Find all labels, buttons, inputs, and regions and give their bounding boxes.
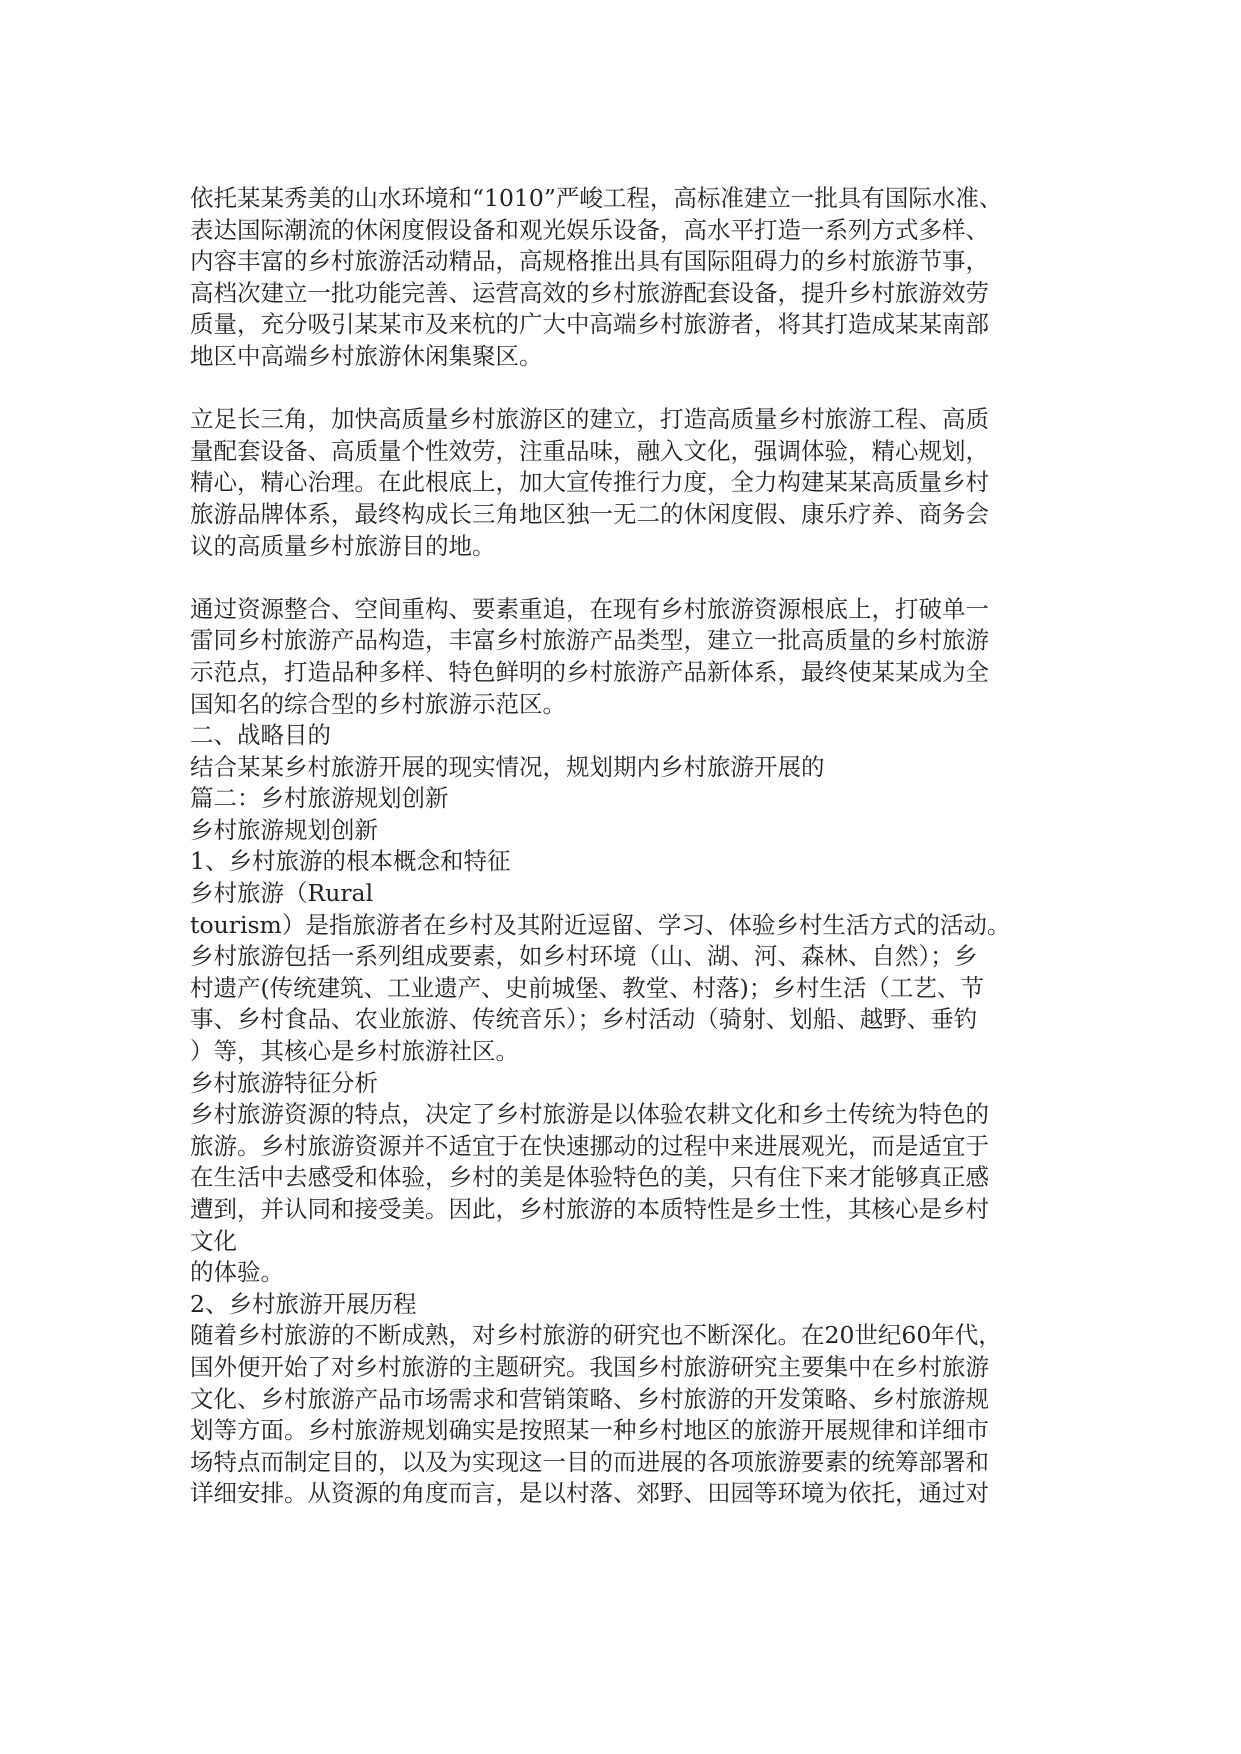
text-line: 划等方面。乡村旅游规划确实是按照某一种乡村地区的旅游开展规律和详细市 <box>190 1416 989 1445</box>
text-line: 质量，充分吸引某某市及来杭的广大中高端乡村旅游者，将其打造成某某南部 <box>190 310 989 339</box>
text-line: 依托某某秀美的山水环境和“1010”严峻工程，高标准建立一批具有国际水准、 <box>190 184 1003 212</box>
text-line: 立足长三角，加快高质量乡村旅游区的建立，打造高质量乡村旅游工程、高质 <box>190 405 989 434</box>
text-line: ）等，其核心是乡村旅游社区。 <box>190 1037 519 1066</box>
paragraph-1 <box>190 183 1050 373</box>
section-heading: 乡村旅游特征分析 <box>190 1068 378 1097</box>
text-line: 乡村旅游资源的特点，决定了乡村旅游是以体验农耕文化和乡土传统为特色的 <box>190 1100 989 1129</box>
text-line: 文化 <box>190 1226 237 1255</box>
text-line: 量配套设备、高质量个性效劳，注重品味，融入文化，强调体验，精心规划， <box>190 436 989 465</box>
paragraph-3 <box>190 594 1050 1510</box>
text-line: 村遗产(传统建筑、工业遗产、史前城堡、教堂、村落)；乡村生活（工艺、节 <box>190 973 984 1002</box>
section-heading: 2、乡村旅游开展历程 <box>190 1289 417 1318</box>
section-heading: 乡村旅游规划创新 <box>190 815 378 844</box>
paragraph-2 <box>190 404 1050 562</box>
text-line: 表达国际潮流的休闲度假设备和观光娱乐设备，高水平打造一系列方式多样、 <box>190 215 989 244</box>
text-line: 文化、乡村旅游产品市场需求和营销策略、乡村旅游的开发策略、乡村旅游规 <box>190 1384 989 1413</box>
text-line: 雷同乡村旅游产品构造，丰富乡村旅游产品类型，建立一批高质量的乡村旅游 <box>190 626 989 655</box>
text-line: 国外便开始了对乡村旅游的主题研究。我国乡村旅游研究主要集中在乡村旅游 <box>190 1352 989 1381</box>
section-heading: 二、战略目的 <box>190 721 331 750</box>
text-line: 议的高质量乡村旅游目的地。 <box>190 531 496 560</box>
text-line: 内容丰富的乡村旅游活动精品，高规格推出具有国际阻碍力的乡村旅游节事， <box>190 247 989 276</box>
text-line: 旅游。乡村旅游资源并不适宜于在快速挪动的过程中来进展观光，而是适宜于 <box>190 1131 989 1160</box>
text-line: 随着乡村旅游的不断成熟，对乡村旅游的研究也不断深化。在20世纪60年代， <box>190 1321 1002 1350</box>
section-heading: 1、乡村旅游的根本概念和特征 <box>190 847 511 876</box>
text-line: 旅游品牌体系，最终构成长三角地区独一无二的休闲度假、康乐疗养、商务会 <box>190 499 989 528</box>
text-line: 详细安排。从资源的角度而言，是以村落、郊野、田园等环境为依托，通过对 <box>190 1479 989 1508</box>
text-line: 精心，精心治理。在此根底上，加大宣传推行力度，全力构建某某高质量乡村 <box>190 468 989 497</box>
text-line: 国知名的综合型的乡村旅游示范区。 <box>190 689 566 718</box>
text-line: 乡村旅游（Rural <box>190 879 374 908</box>
paragraph-gap <box>190 562 1050 594</box>
text-line: 在生活中去感受和体验，乡村的美是体验特色的美，只有住下来才能够真正感 <box>190 1163 989 1192</box>
paragraph-gap <box>190 373 1050 405</box>
text-line: tourism）是指旅游者在乡村及其附近逗留、学习、体验乡村生活方式的活动。 <box>190 910 1011 939</box>
text-line: 场特点而制定目的，以及为实现这一目的而进展的各项旅游要素的统筹部署和 <box>190 1447 989 1476</box>
text-line: 高档次建立一批功能完善、运营高效的乡村旅游配套设备，提升乡村旅游效劳 <box>190 278 989 307</box>
text-line: 示范点，打造品种多样、特色鲜明的乡村旅游产品新体系，最终使某某成为全 <box>190 657 989 686</box>
text-line: 遭到，并认同和接受美。因此，乡村旅游的本质特性是乡土性，其核心是乡村 <box>190 1195 989 1223</box>
text-line: 事、乡村食品、农业旅游、传统音乐）；乡村活动（骑射、划船、越野、垂钓 <box>190 1005 978 1034</box>
document-body <box>190 183 1050 1510</box>
text-line: 乡村旅游包括一系列组成要素，如乡村环境（山、湖、河、森林、自然）；乡 <box>190 942 978 971</box>
text-line: 的体验。 <box>190 1258 284 1287</box>
text-line: 通过资源整合、空间重构、要素重追，在现有乡村旅游资源根底上，打破单一 <box>190 594 989 623</box>
text-line: 结合某某乡村旅游开展的现实情况，规划期内乡村旅游开展的 <box>190 752 825 781</box>
text-line: 地区中高端乡村旅游休闲集聚区。 <box>190 341 543 370</box>
article-title: 篇二：乡村旅游规划创新 <box>190 784 449 813</box>
